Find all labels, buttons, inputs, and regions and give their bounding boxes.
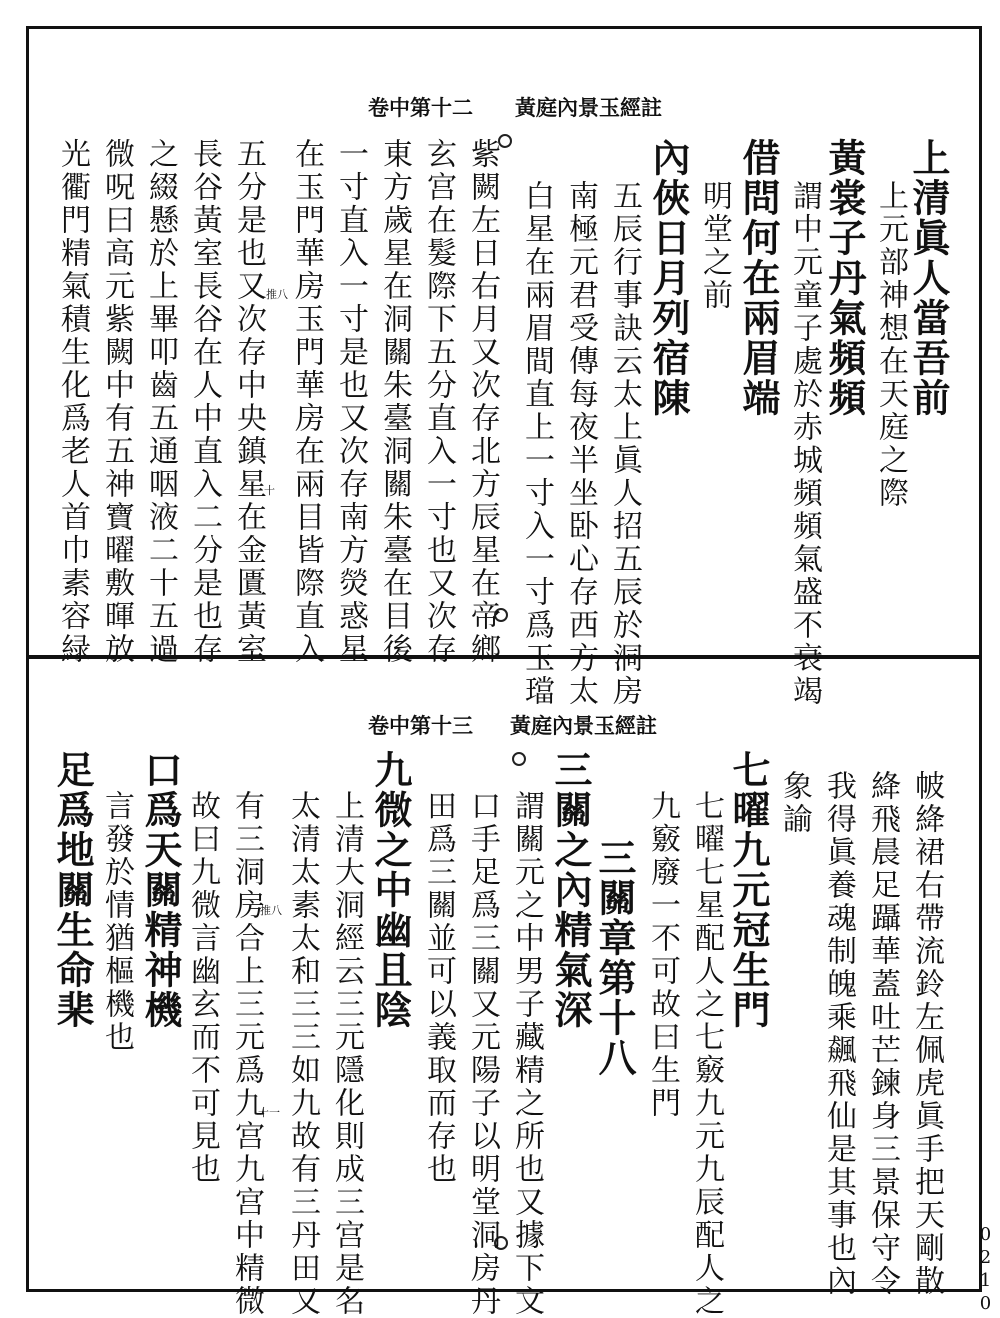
text-column: 言發於情猶樞機也 (99, 790, 134, 1054)
text-column: 上清大洞經云三元隱化則成三宫是名 (329, 790, 364, 1318)
text-column: 七曜七星配人之七竅九元九辰配人之 (689, 790, 724, 1318)
margin-mark: 推八 (266, 288, 288, 301)
text-column: 九竅廢一不可故曰生門 (645, 790, 680, 1120)
text-column: 南極元君受傳每夜半坐卧心存西方太 (563, 180, 598, 708)
text-column: 足爲地關生命棐 (50, 750, 95, 1030)
text-column: 口手足爲三關又元陽子以明堂洞房丹 (465, 790, 500, 1318)
text-column: 謂關元之中男子藏精之所也又據下文 (509, 790, 544, 1318)
text-column: 長谷黃室長谷在人中直入二分是也存 (187, 138, 222, 666)
margin-mark: 推八 (260, 904, 282, 917)
text-column: 上元部神想在天庭之際 (873, 180, 908, 510)
text-column: 帔絳裙右帶流鈴左佩虎眞手把天剛散 (909, 770, 944, 1298)
margin-mark: 十一 (258, 1106, 280, 1119)
text-column: 三關章第十八 (592, 838, 637, 1078)
text-column: 一寸直入一寸是也又次存南方熒惑星 (333, 138, 368, 666)
margin-mark: 十 (264, 484, 275, 497)
text-column: 田爲三關並可以義取而存也 (421, 790, 456, 1186)
top-page-header-title: 黃庭內景玉經註 (515, 95, 662, 120)
text-column: 七曜九元冠生門 (726, 750, 771, 1030)
text-column: 內俠日月列宿陳 (646, 138, 691, 418)
page-number: 0210 (975, 1224, 996, 1316)
text-column: 謂中元童子處於赤城頻頻氣盛不衰竭 (787, 180, 822, 708)
text-column: 上清眞人當吾前 (906, 138, 951, 418)
text-column: 光衢門精氣積生化爲老人首巾素容緑 (55, 138, 90, 666)
circle-mark-icon (512, 752, 526, 766)
text-column: 紫闕左日右月又次存北方辰星在帝鄉 (465, 138, 500, 666)
text-column: 有三洞房合上三元爲九宫九宫中精微 (229, 790, 264, 1318)
bottom-page-header-volume: 卷中第十三 (368, 713, 473, 738)
text-column: 微呪曰高元紫闕中有五神寶曜敷暉放 (99, 138, 134, 666)
text-column: 三關之內精氣深 (548, 750, 593, 1030)
text-column: 明堂之前 (697, 180, 732, 312)
text-column: 借問何在兩眉端 (736, 138, 781, 418)
text-column: 太清太素太和三三如九故有三丹田又 (285, 790, 320, 1318)
text-column: 我得眞養魂制魄乘飆飛仙是其事也內 (821, 770, 856, 1298)
text-column: 口爲天關精神機 (138, 750, 183, 1030)
text-column: 九微之中幽且陰 (368, 750, 413, 1030)
text-column: 白星在兩眉間直上一寸入一寸爲玉璫 (519, 180, 554, 708)
text-column: 五分是也又次存中央鎮星在金匱黃室 (231, 138, 266, 666)
text-column: 之綴懸於上畢叩齒五通咽液二十五過 (143, 138, 178, 666)
bottom-page-header-title: 黃庭內景玉經註 (510, 713, 657, 738)
text-column: 黃裳子丹氣頻頻 (822, 138, 867, 418)
text-column: 東方歲星在洞關朱臺洞關朱臺在目後 (377, 138, 412, 666)
text-column: 在玉門華房玉門華房在兩目皆際直入 (289, 138, 324, 666)
text-column: 故曰九微言幽玄而不可見也 (185, 790, 220, 1186)
top-page-header-volume: 卷中第十二 (368, 95, 473, 120)
text-column: 五辰行事訣云太上眞人招五辰於洞房 (607, 180, 642, 708)
text-column: 玄宫在髮際下五分直入一寸也又次存 (421, 138, 456, 666)
text-column: 絳飛晨足躡華蓋吐芒鍊身三景保守令 (865, 770, 900, 1298)
text-column: 象諭 (777, 770, 812, 836)
